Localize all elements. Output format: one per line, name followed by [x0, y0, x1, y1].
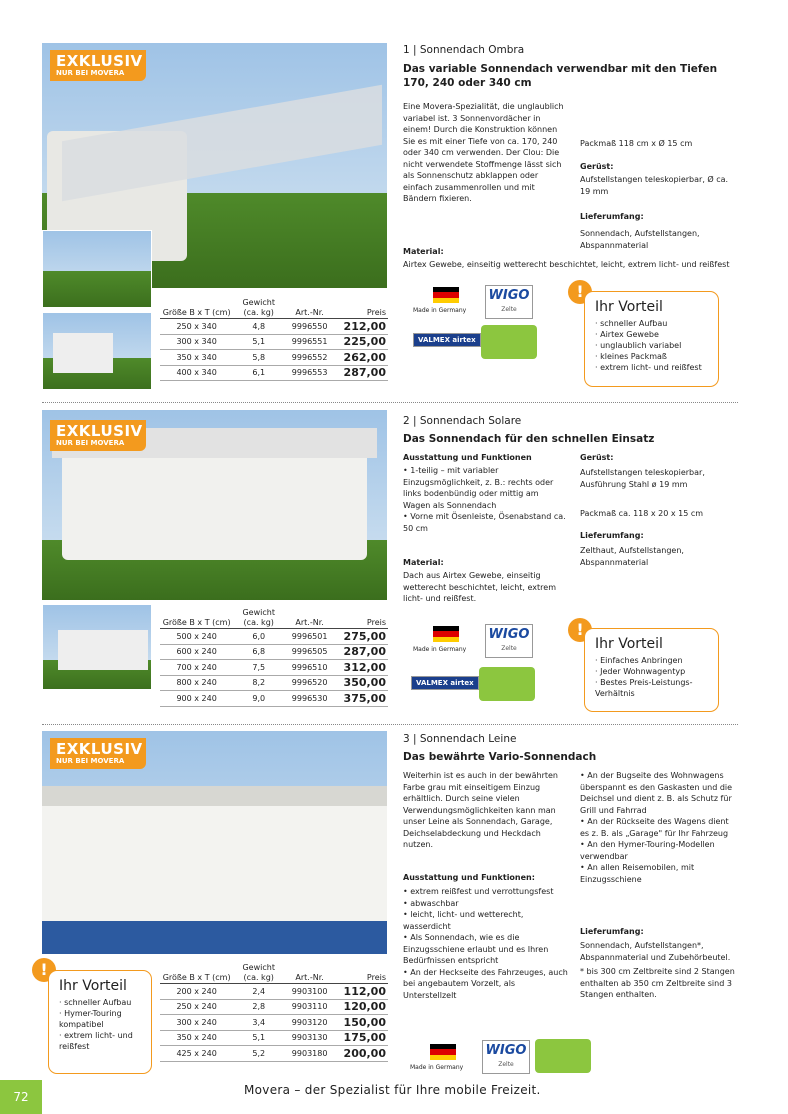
valmex-logo: VALMEX airtex: [413, 333, 481, 347]
price-cell: 375,00: [335, 691, 388, 707]
col-art: Art.-Nr.: [284, 608, 335, 629]
wigo-logo: [482, 1040, 530, 1074]
vorteil-item: · kleines Packmaß: [595, 352, 667, 361]
cell: 5,8: [233, 350, 284, 366]
packmass-ombra: Packmaß 118 cm x Ø 15 cm: [580, 139, 693, 148]
vorteil-item: · Hymer-Touring kompatibel: [59, 1009, 122, 1029]
liefer-label: Lieferumfang:: [580, 927, 644, 936]
ausstattung-label: Ausstattung und Funktionen: [403, 453, 532, 462]
ausstattung-leine: [403, 886, 568, 1001]
vorteil-title: Ihr Vorteil: [595, 299, 663, 315]
geruest-solare: Aufstellstangen teleskopierbar, Ausführung Stahl ø 19 mm: [580, 468, 705, 489]
cell: 2,4: [233, 984, 284, 1000]
price-cell: 275,00: [335, 629, 388, 645]
list-item: • An der Rückseite des Wagens dient es z. B. als „Garage" für Ihr Fahrzeug: [580, 817, 729, 838]
vorteil-item: · Airtex Gewebe: [595, 330, 659, 339]
badge-sub: NUR BEI MOVERA: [56, 69, 125, 77]
cell: 6,1: [233, 365, 284, 381]
table-row: [160, 999, 388, 1015]
table-row: [160, 1046, 388, 1062]
cell: 250 x 340: [160, 319, 233, 335]
list-item: • Als Sonnendach, wie es die Einzugsschiene erlaubt und es Ihren Bedürfnissen entspricht: [403, 933, 549, 965]
col-weight: Gewicht (ca. kg): [233, 608, 284, 629]
table-row: [160, 660, 388, 676]
badge-sub: NUR BEI MOVERA: [56, 439, 125, 447]
product-subtitle-ombra: Das variable Sonnendach verwendbar mit den Tiefen 170, 240 oder 340 cm: [403, 63, 718, 89]
col-weight: Gewicht (ca. kg): [233, 298, 284, 319]
badge-main: EXKLUSIV: [56, 740, 143, 758]
vorteil-box-solare: [584, 628, 719, 712]
wigo-logo: [485, 624, 533, 658]
cell: 9996510: [284, 660, 335, 676]
cell: 200 x 240: [160, 984, 233, 1000]
table-row: [160, 365, 388, 381]
list-item: • abwaschbar: [403, 898, 459, 908]
vorteil-item: · Jeder Wohnwagentyp: [595, 667, 686, 676]
germany-flag-icon: [433, 626, 459, 642]
table-row: [160, 1030, 388, 1046]
product-photo-ombra-2: [42, 230, 152, 308]
price-cell: 175,00: [335, 1030, 388, 1046]
cell: 7,5: [233, 660, 284, 676]
ausstattung2-leine: [580, 770, 738, 885]
cell: 9,0: [233, 691, 284, 707]
material-ombra: Airtex Gewebe, einseitig wetterecht beschichtet, leicht, extrem licht- und reißfest: [403, 260, 730, 269]
wigo-sub: Zelte: [501, 306, 517, 313]
exklusiv-badge: [50, 50, 146, 81]
cell: 400 x 340: [160, 365, 233, 381]
cell: 9903100: [284, 984, 335, 1000]
material-label: Material:: [403, 558, 444, 567]
cell: 250 x 240: [160, 999, 233, 1015]
price-cell: 212,00: [335, 319, 388, 335]
product-subtitle-leine: Das bewährte Vario-Sonnendach: [403, 751, 597, 763]
cell: 5,1: [233, 334, 284, 350]
col-price: Preis: [335, 608, 388, 629]
wigo-text: WIGO: [488, 288, 530, 303]
cell: 5,2: [233, 1046, 284, 1062]
product-photo-solare-2: [42, 604, 152, 690]
geruest-label: Gerüst:: [580, 162, 614, 171]
price-table-ombra: [160, 298, 388, 381]
price-cell: 225,00: [335, 334, 388, 350]
table-row: [160, 319, 388, 335]
cell: 9996553: [284, 365, 335, 381]
cell: 425 x 240: [160, 1046, 233, 1062]
list-item: • An der Bugseite des Wohnwagens überspannt es den Gaskasten und die Deichsel und dient z. B. als Schutz für Grill und Fahrrad: [580, 771, 733, 815]
product-photo-ombra-3: [42, 312, 152, 390]
table-row: [160, 1015, 388, 1031]
ausstattung-solare: [403, 465, 568, 534]
table-row: [160, 691, 388, 707]
col-weight: Gewicht (ca. kg): [233, 963, 284, 984]
table-row: [160, 675, 388, 691]
cell: 9903120: [284, 1015, 335, 1031]
price-cell: 120,00: [335, 999, 388, 1015]
exklusiv-badge: [50, 420, 146, 451]
cell: 900 x 240: [160, 691, 233, 707]
table-row: [160, 984, 388, 1000]
liefer-solare: Zelthaut, Aufstellstangen, Abspannmaterial: [580, 546, 684, 567]
caravan-icon: [535, 1039, 591, 1073]
table-row: [160, 629, 388, 645]
vorteil-item: · Bestes Preis-Leistungs-Verhältnis: [595, 678, 693, 698]
vorteil-item: · extrem licht- und reißfest: [595, 363, 702, 372]
cell: 2,8: [233, 999, 284, 1015]
made-in-germany: Made in Germany: [410, 1064, 464, 1071]
divider: [42, 402, 738, 403]
table-row: [160, 334, 388, 350]
cell: 9996530: [284, 691, 335, 707]
vorteil-box-leine: [48, 970, 152, 1074]
col-art: Art.-Nr.: [284, 963, 335, 984]
badge-sub: NUR BEI MOVERA: [56, 757, 125, 765]
cell: 300 x 240: [160, 1015, 233, 1031]
col-size: Größe B x T (cm): [160, 963, 233, 984]
wigo-text: WIGO: [485, 1043, 527, 1058]
product-subtitle-solare: Das Sonnendach für den schnellen Einsatz: [403, 433, 655, 445]
wigo-logo: [485, 285, 533, 319]
badge-main: EXKLUSIV: [56, 422, 143, 440]
list-item: • An der Heckseite des Fahrzeuges, auch bei angebautem Vorzelt, als Unterstellzelt: [403, 967, 568, 1000]
made-in-germany: Made in Germany: [413, 646, 467, 653]
footer-slogan: Movera – der Spezialist für Ihre mobile Freizeit.: [244, 1083, 541, 1097]
cell: 6,8: [233, 644, 284, 660]
price-table-solare: [160, 608, 388, 707]
cell: 5,1: [233, 1030, 284, 1046]
caravan-icon: [481, 325, 537, 359]
geruest-ombra: Aufstellstangen teleskopierbar, Ø ca. 19 mm: [580, 175, 729, 196]
packmass-solare: Packmaß ca. 118 x 20 x 15 cm: [580, 509, 704, 518]
liefer-label: Lieferumfang:: [580, 531, 644, 540]
germany-flag-icon: [433, 287, 459, 303]
cell: 8,2: [233, 675, 284, 691]
list-item: • An den Hymer-Touring-Modellen verwendbar: [580, 840, 715, 861]
divider: [42, 724, 738, 725]
cell: 9996551: [284, 334, 335, 350]
table-row: [160, 350, 388, 366]
cell: 700 x 240: [160, 660, 233, 676]
list-item: • extrem reißfest und verrottungsfest: [403, 887, 554, 896]
cell: 4,8: [233, 319, 284, 335]
wigo-sub: Zelte: [501, 645, 517, 652]
product-title-ombra: 1 | Sonnendach Ombra: [403, 44, 525, 56]
price-cell: 262,00: [335, 350, 388, 366]
cell: 9903110: [284, 999, 335, 1015]
price-cell: 150,00: [335, 1015, 388, 1031]
col-price: Preis: [335, 963, 388, 984]
badge-main: EXKLUSIV: [56, 52, 143, 70]
cell: 800 x 240: [160, 675, 233, 691]
cell: 9996520: [284, 675, 335, 691]
price-cell: 350,00: [335, 675, 388, 691]
exclamation-icon: !: [568, 618, 592, 642]
cell: 600 x 240: [160, 644, 233, 660]
col-size: Größe B x T (cm): [160, 298, 233, 319]
product-title-solare: 2 | Sonnendach Solare: [403, 415, 522, 427]
table-row: [160, 644, 388, 660]
list-item: • 1-teilig – mit variabler Einzugsmöglichkeit, z. B.: rechts oder links bodenbündig oder mittig am Wagen als Sonnendach: [403, 466, 554, 510]
wigo-text: WIGO: [488, 627, 530, 642]
exclamation-icon: !: [32, 958, 56, 982]
cell: 9996552: [284, 350, 335, 366]
price-cell: 312,00: [335, 660, 388, 676]
col-price: Preis: [335, 298, 388, 319]
ausstattung-label: Ausstattung und Funktionen:: [403, 873, 535, 882]
cell: 3,4: [233, 1015, 284, 1031]
cell: 350 x 240: [160, 1030, 233, 1046]
cell: 9903180: [284, 1046, 335, 1062]
cell: 9903130: [284, 1030, 335, 1046]
valmex-logo: VALMEX airtex: [411, 676, 479, 690]
cell: 300 x 340: [160, 334, 233, 350]
vorteil-item: · Einfaches Anbringen: [595, 656, 683, 665]
germany-flag-icon: [430, 1044, 456, 1060]
vorteil-title: Ihr Vorteil: [59, 978, 127, 994]
vorteil-item: · extrem licht- und reißfest: [59, 1031, 133, 1051]
cell: 500 x 240: [160, 629, 233, 645]
cell: 9996501: [284, 629, 335, 645]
list-item: • leicht, licht- und wetterecht, wasserdicht: [403, 910, 524, 931]
intro-leine: Weiterhin ist es auch in der bewährten Farbe grau mit einseitigem Einzug erhältlich. Durch seine vielen Verwendungsmöglichkeiten kann man unser Leine als Sonnendach, Garage, Deichselabdeckung und Heckdach nutzen.: [403, 771, 558, 849]
col-art: Art.-Nr.: [284, 298, 335, 319]
col-size: Größe B x T (cm): [160, 608, 233, 629]
cell: 9996550: [284, 319, 335, 335]
product-title-leine: 3 | Sonnendach Leine: [403, 733, 517, 745]
note-leine: * bis 300 cm Zeltbreite sind 2 Stangen enthalten ab 350 cm Zeltbreite sind 3 Stangen enthalten.: [580, 967, 735, 999]
price-cell: 287,00: [335, 644, 388, 660]
geruest-label: Gerüst:: [580, 453, 614, 462]
price-table-leine: [160, 963, 388, 1062]
vorteil-title: Ihr Vorteil: [595, 636, 663, 652]
vorteil-item: · schneller Aufbau: [59, 998, 132, 1007]
wigo-sub: Zelte: [498, 1061, 514, 1068]
material-solare: Dach aus Airtex Gewebe, einseitig wetterecht beschichtet, leicht, extrem licht- und reißfest.: [403, 571, 556, 603]
price-cell: 287,00: [335, 365, 388, 381]
liefer-ombra: Sonnendach, Aufstellstangen, Abspannmaterial: [580, 229, 700, 250]
desc-ombra: Eine Movera-Spezialität, die unglaublich variabel ist. 3 Sonnenvordächer in einem! Durch die Konstruktion können Sie es mit einer Tiefe von ca. 170, 240 oder 340 cm verwenden. Der Clou: Die nicht verwendete Stoffmenge lässt sich als Sonnenschutz abklappen oder einfach zusammenrollen und mit Bändern fixieren.: [403, 102, 564, 203]
vorteil-box-ombra: [584, 291, 719, 387]
price-cell: 200,00: [335, 1046, 388, 1062]
material-label: Material:: [403, 247, 444, 256]
price-cell: 112,00: [335, 984, 388, 1000]
caravan-icon: [479, 667, 535, 701]
exklusiv-badge: [50, 738, 146, 769]
liefer-leine: Sonnendach, Aufstellstangen*, Abspannmaterial und Zubehörbeutel.: [580, 941, 731, 962]
made-in-germany: Made in Germany: [413, 307, 467, 314]
liefer-label: Lieferumfang:: [580, 212, 644, 221]
page-number: 72: [0, 1080, 42, 1114]
list-item: • An allen Reisemobilen, mit Einzugsschiene: [580, 863, 695, 884]
cell: 9996505: [284, 644, 335, 660]
list-item: • Vorne mit Ösenleiste, Ösenabstand ca. 50 cm: [403, 512, 566, 533]
vorteil-item: · unglaublich variabel: [595, 341, 682, 350]
cell: 350 x 340: [160, 350, 233, 366]
vorteil-item: · schneller Aufbau: [595, 319, 668, 328]
cell: 6,0: [233, 629, 284, 645]
exclamation-icon: !: [568, 280, 592, 304]
